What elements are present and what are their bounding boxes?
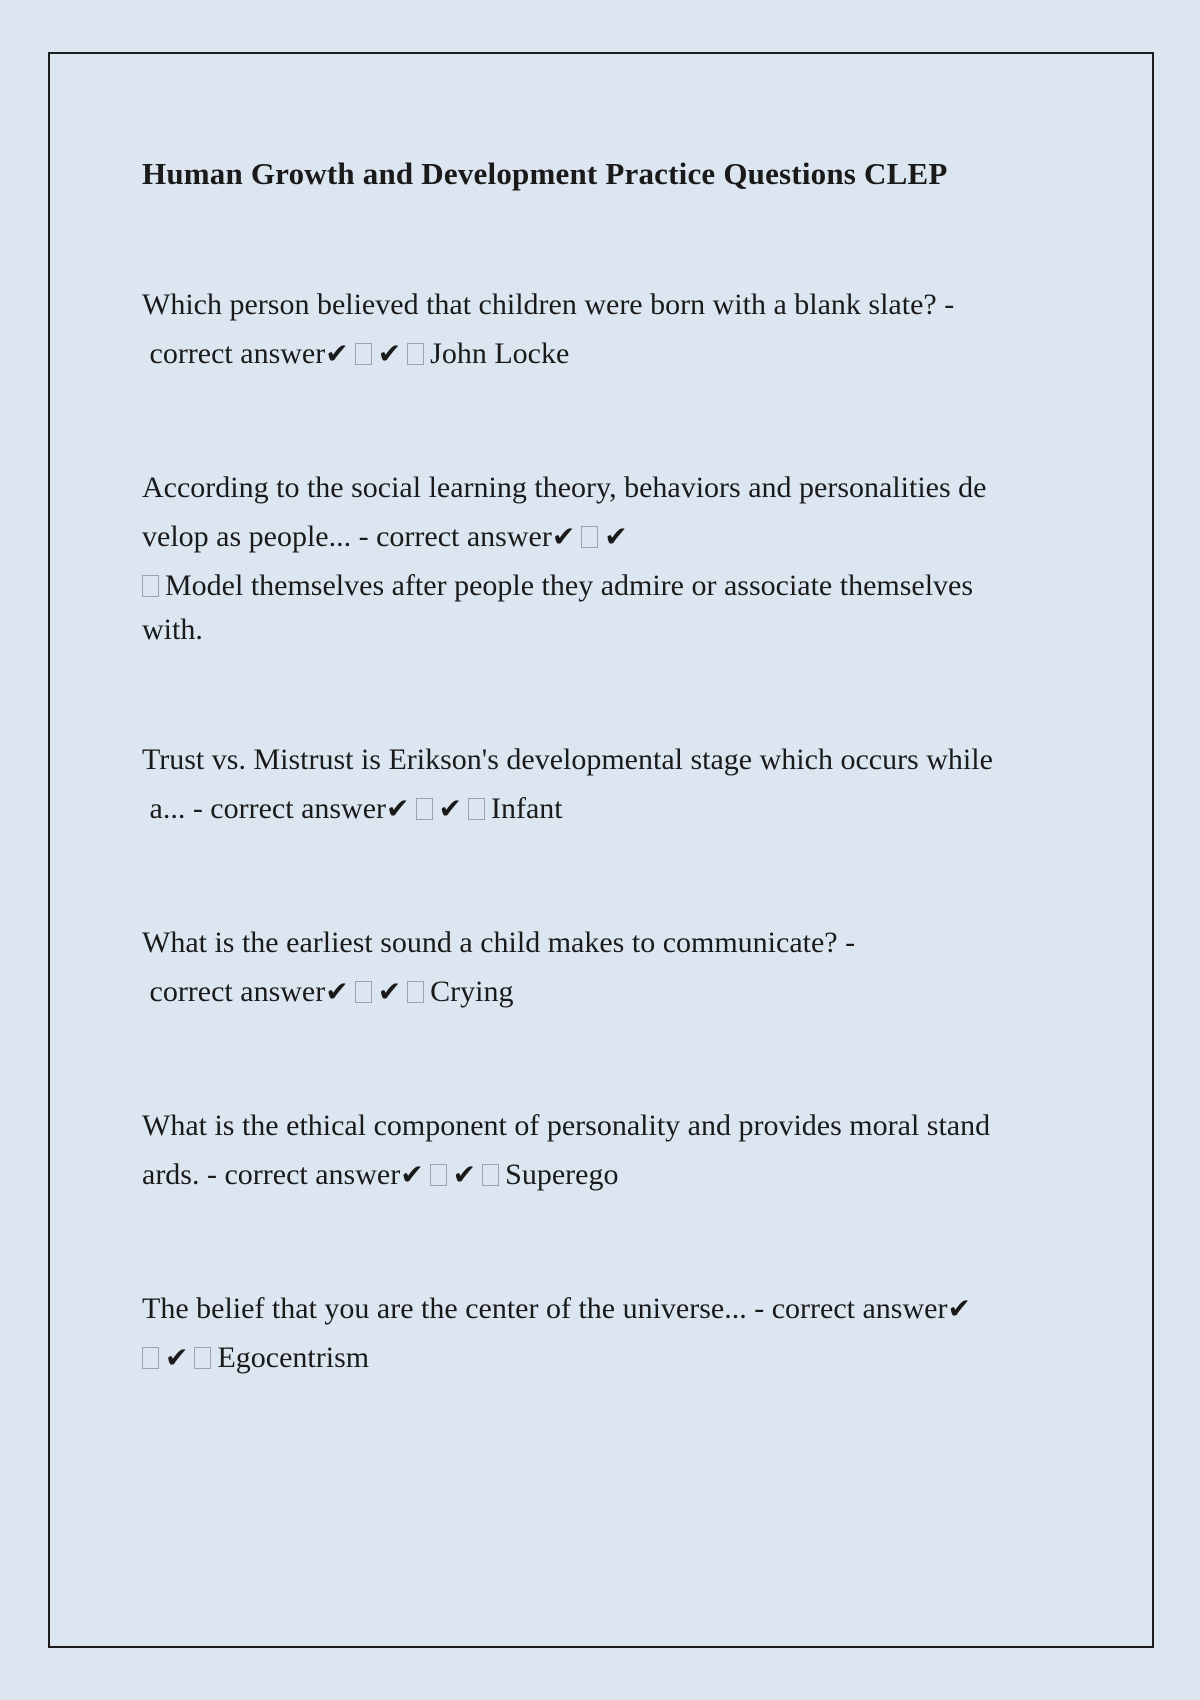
answer-line: with.	[142, 613, 203, 646]
answer-prefix: correct answer	[142, 337, 326, 370]
answer-prefix: velop as people... - correct answer	[142, 520, 552, 553]
question-line: Trust vs. Mistrust is Erikson's developmental stage which occurs while	[142, 743, 993, 776]
document-content	[142, 150, 1062, 1382]
missing-glyph-icon	[581, 526, 598, 548]
check-icon: ✔	[947, 1292, 971, 1325]
question-line: What is the earliest sound a child makes to communicate? -	[142, 926, 856, 959]
check-icon: ✔	[452, 1158, 477, 1191]
answer-text: Infant	[490, 792, 563, 825]
question-line: Which person believed that children were born with a blank slate? -	[142, 288, 955, 321]
answer-line	[142, 561, 1062, 610]
question-line: According to the social learning theory, behaviors and personalities de	[142, 471, 987, 504]
missing-glyph-icon	[468, 798, 485, 820]
answer-line	[142, 967, 1062, 1016]
qa-item	[142, 735, 1062, 833]
qa-item	[142, 1101, 1062, 1199]
answer-line	[142, 329, 1062, 378]
missing-glyph-icon	[430, 1164, 447, 1186]
question-text: The belief that you are the center of the universe... - correct answer	[142, 1292, 948, 1325]
missing-glyph-icon	[407, 343, 424, 365]
missing-glyph-icon	[407, 981, 424, 1003]
check-icon: ✔	[551, 520, 576, 553]
answer-text: John Locke	[430, 337, 570, 370]
document-title: Human Growth and Development Practice Questions CLEP	[142, 156, 948, 191]
question-line	[142, 1284, 1062, 1333]
answer-line	[142, 512, 1062, 561]
answer-line	[142, 1333, 1062, 1382]
qa-item	[142, 1284, 1062, 1382]
check-icon: ✔	[386, 792, 410, 825]
check-icon: ✔	[438, 792, 462, 825]
check-icon: ✔	[165, 1341, 189, 1374]
answer-line	[142, 1150, 1062, 1199]
answer-prefix: a... - correct answer	[142, 792, 387, 825]
answer-text: Model themselves after people they admire or associate themselves	[165, 569, 974, 602]
check-icon: ✔	[400, 1158, 424, 1191]
missing-glyph-icon	[482, 1164, 499, 1186]
qa-item	[142, 463, 1062, 650]
qa-item	[142, 918, 1062, 1016]
answer-text: Superego	[505, 1158, 619, 1191]
answer-prefix: correct answer	[142, 975, 326, 1008]
missing-glyph-icon	[142, 575, 159, 597]
question-line: What is the ethical component of personality and provides moral stand	[142, 1109, 991, 1142]
check-icon: ✔	[604, 520, 628, 553]
check-icon: ✔	[325, 337, 349, 370]
missing-glyph-icon	[416, 798, 433, 820]
check-icon: ✔	[325, 975, 349, 1008]
missing-glyph-icon	[355, 343, 372, 365]
missing-glyph-icon	[355, 981, 372, 1003]
answer-text: Egocentrism	[217, 1341, 370, 1374]
check-icon: ✔	[377, 337, 402, 370]
missing-glyph-icon	[194, 1347, 211, 1369]
answer-text: Crying	[430, 975, 514, 1008]
missing-glyph-icon	[142, 1347, 159, 1369]
qa-item	[142, 280, 1062, 378]
answer-line	[142, 784, 1062, 833]
check-icon: ✔	[377, 975, 402, 1008]
answer-prefix: ards. - correct answer	[142, 1158, 401, 1191]
